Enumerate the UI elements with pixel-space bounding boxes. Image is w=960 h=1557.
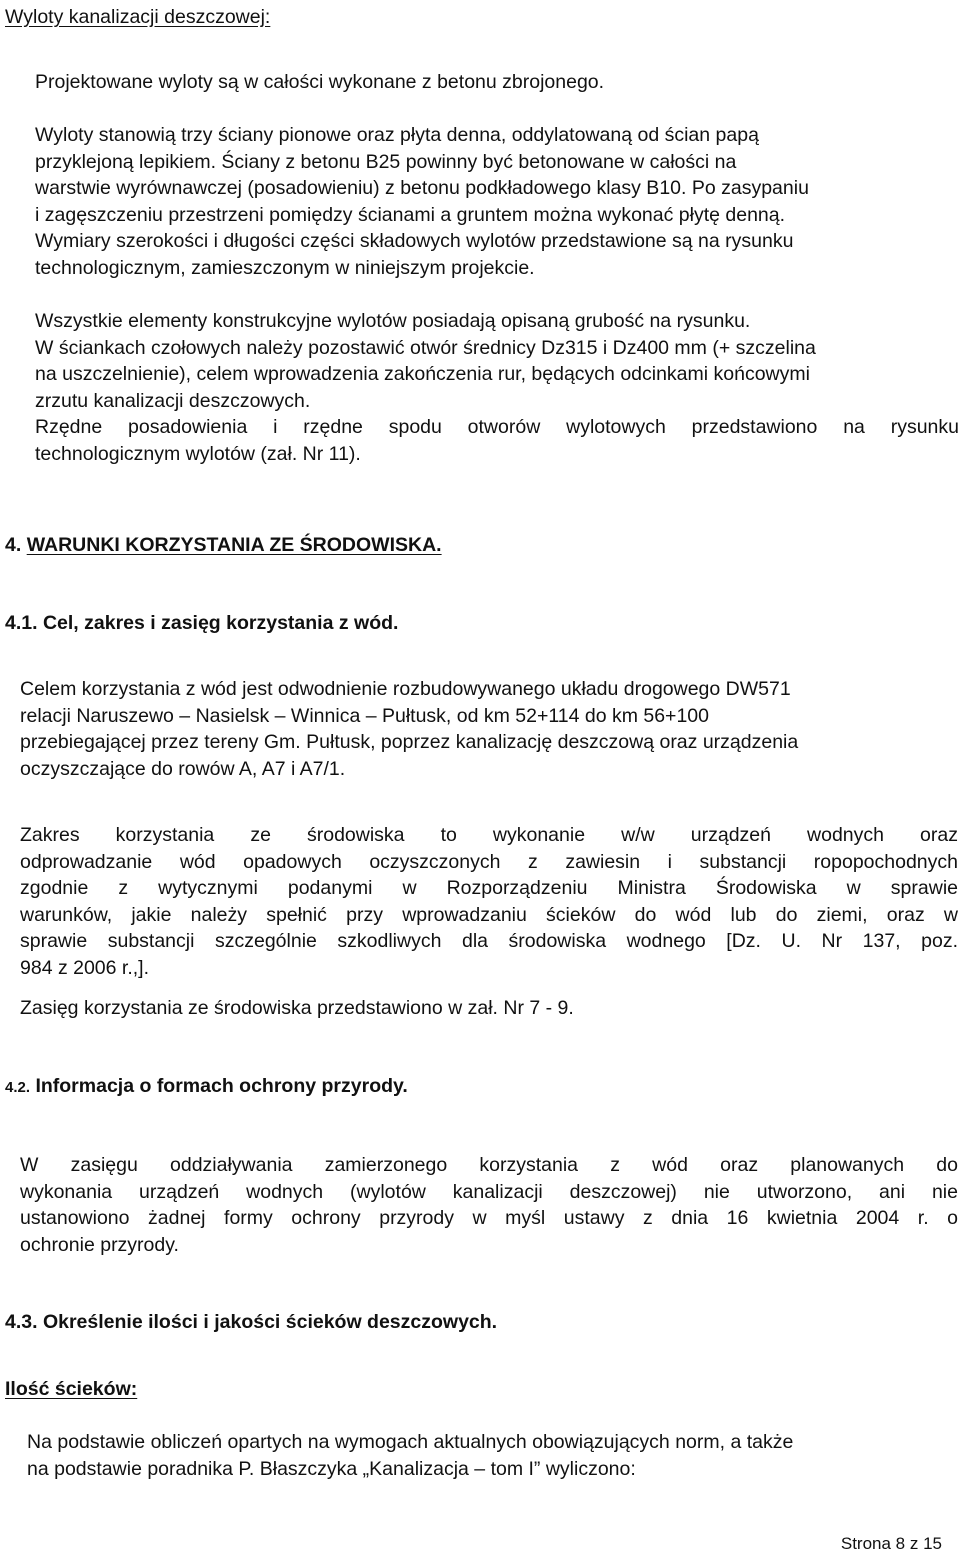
- section-4-heading: [5, 532, 442, 559]
- paragraph-scope: [20, 822, 958, 981]
- text-line: Wyloty stanowią trzy ściany pionowe oraz płyta denna, oddylatowaną od ścian papą: [35, 124, 759, 146]
- paragraph-range: Zasięg korzystania ze środowiska przedstawiono w zał. Nr 7 - 9.: [20, 997, 574, 1019]
- text-line: 984 z 2006 r.,].: [20, 956, 150, 979]
- section-number: 4.1.: [5, 612, 38, 634]
- text-line: na podstawie poradnika P. Błaszczyka „Kanalizacja – tom I” wyliczono:: [27, 1457, 636, 1480]
- section-4-2-heading: [5, 1073, 408, 1102]
- text-line: relacji Naruszewo – Nasielsk – Winnica – Pułtusk, od km 52+114 do km 56+100: [20, 704, 709, 727]
- paragraph-outlets-material: Projektowane wyloty są w całości wykonane z betonu zbrojonego.: [35, 71, 605, 93]
- text-line: zgodnie z wytycznymi podanymi w Rozporządzeniu Ministra Środowiska w sprawie: [20, 877, 958, 899]
- section-number: 4.2.: [5, 1079, 31, 1096]
- text-line: Na podstawie obliczeń opartych na wymogach aktualnych obowiązujących norm, a także: [27, 1431, 794, 1453]
- text-line: sprawie substancji szczególnie szkodliwych dla środowiska wodnego [Dz. U. Nr 137, poz.: [20, 930, 958, 952]
- section-title: Informacja o formach ochrony przyrody.: [35, 1075, 408, 1097]
- section-title: WARUNKI KORZYSTANIA ZE ŚRODOWISKA.: [26, 534, 442, 556]
- text-line: oczyszczające do rowów A, A7 i A7/1.: [20, 757, 346, 780]
- text-line: Celem korzystania z wód jest odwodnienie rozbudowywanego układu drogowego DW571: [20, 678, 791, 700]
- text-line: ustanowiono żadnej formy ochrony przyrody w myśl ustawy z dnia 16 kwietnia 2004 r. o: [20, 1207, 958, 1229]
- section-number: 4.: [5, 534, 22, 556]
- section-4-3-heading: [5, 1309, 497, 1336]
- text-line: zrzutu kanalizacji deszczowych.: [35, 389, 311, 412]
- paragraph-nature-protection: [20, 1152, 958, 1258]
- section-heading-outlets: Wyloty kanalizacji deszczowej:: [5, 6, 271, 28]
- paragraph-purpose: [20, 676, 940, 782]
- text-line: na uszczelnienie), celem wprowadzenia zakończenia rur, będących odcinkami końcowymi: [35, 363, 810, 385]
- text-line: technologicznym wylotów (zał. Nr 11).: [35, 442, 361, 465]
- text-line: Wymiary szerokości i długości części składowych wylotów przedstawione są na rysunku: [35, 230, 794, 252]
- section-number: 4.3.: [5, 1311, 38, 1333]
- text-line: odprowadzanie wód opadowych oczyszczonych z zawiesin i substancji ropopochodnych: [20, 850, 958, 873]
- sewage-quantity-heading: Ilość ścieków:: [5, 1378, 138, 1400]
- paragraph-outlets-walls: [35, 122, 945, 281]
- text-line: W ściankach czołowych należy pozostawić otwór średnicy Dz315 i Dz400 mm (+ szczelina: [35, 336, 816, 359]
- section-title: Określenie ilości i jakości ścieków deszczowych.: [42, 1311, 498, 1333]
- section-4-1-heading: [5, 610, 398, 637]
- text-line: Wszystkie elementy konstrukcyjne wylotów posiadają opisaną grubość na rysunku.: [35, 310, 751, 332]
- text-line: wykonania urządzeń wodnych (wylotów kanalizacji deszczowej) nie utworzono, ani nie: [20, 1180, 958, 1203]
- paragraph-calculation: [27, 1429, 942, 1482]
- paragraph-outlets-structure: [35, 308, 959, 467]
- text-line: W zasięgu oddziaływania zamierzonego korzystania z wód oraz planowanych do: [20, 1154, 958, 1176]
- text-line: przyklejoną lepikiem. Ściany z betonu B25 powinny być betonowane w całości na: [35, 150, 737, 173]
- page-number: Strona 8 z 15: [840, 1534, 942, 1553]
- text-line: warunków, jakie należy spełnić przy wprowadzaniu ścieków do wód lub do ziemi, oraz w: [20, 903, 958, 926]
- text-line: technologicznym, zamieszczonym w niniejszym projekcie.: [35, 256, 535, 279]
- text-line: i zagęszczeniu przestrzeni pomiędzy ścianami a gruntem można wykonać płytę denną.: [35, 203, 786, 226]
- text-line: warstwie wyrównawczej (posadowieniu) z betonu podkładowego klasy B10. Po zasypaniu: [35, 177, 809, 199]
- section-title: Cel, zakres i zasięg korzystania z wód.: [42, 612, 399, 634]
- text-line: przebiegającej przez tereny Gm. Pułtusk, poprzez kanalizację deszczową oraz urządzenia: [20, 731, 799, 753]
- text-line: ochronie przyrody.: [20, 1233, 179, 1256]
- text-line: Rzędne posadowienia i rzędne spodu otworów wylotowych przedstawiono na rysunku: [35, 416, 959, 438]
- text-line: Zakres korzystania ze środowiska to wykonanie w/w urządzeń wodnych oraz: [20, 824, 958, 846]
